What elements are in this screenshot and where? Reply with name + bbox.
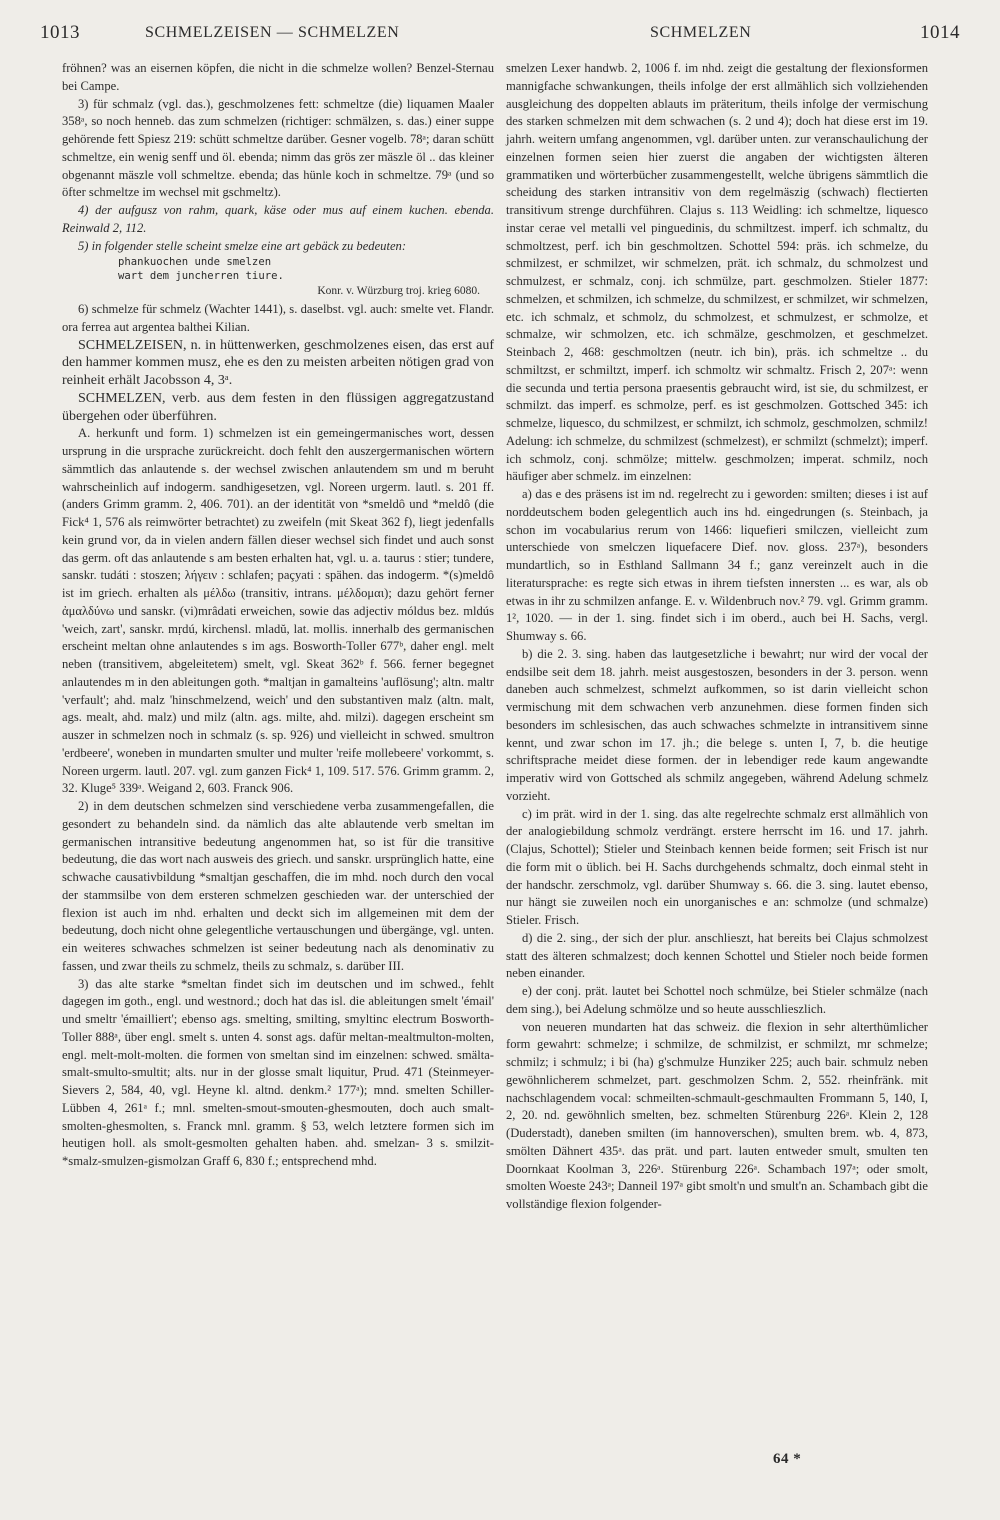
paragraph: fröhnen? was an eisernen köpfen, die nicht in die schmelze wollen? Benzel-Sternau bei Campe.	[62, 61, 494, 93]
right-column	[506, 60, 928, 1214]
running-title-right: SCHMELZEN	[650, 24, 752, 41]
paragraph: a) das e des präsens ist im nd. regelrecht zu i geworden: smilten; dieses i ist auf norddeutschem boden gelegentlich auch ins hd. eingedrungen (s. Steinbach, ja schon im vocabularius rerum von 1466: liquefieri smilczen, vielleicht zum unterschiede von smelczen liquefacere Dief. nov. gloss. 237ᵃ), besonders mundartlich, so in Esthland Sallmann 34 f.; ganz vereinzelt auch in die literatursprache: es regte sich etwas in ihrem tiefsten innersten ... es war, als ob etwas in ihr zu schmilzen anfange. E. v. Wildenbruch nov.² 79. vgl. Grimm gramm. 1², 1020. — in der 1. sing. findet sich i im oberd., auch bei H. Sachs, vergl. Shumway s. 66.	[506, 487, 928, 643]
paragraph: 3) für schmalz (vgl. das.), geschmolzenes fett: schmeltze (die) liquamen Maaler 358ᵃ, so noch henneb. das zum schmelzen (richtiger: schmälzen, s. das.) einer suppe gehörende fett Spiesz 219: schütt schmeltze darüber. Gesner vogelb. 78ᵃ; daran schütt schmeltze, ein wenig senff und öl. ebenda; nimm das grös zer mäszle öl .. das kleiner obgenannt mäszle voll schmeltze. ebenda; das hünle koch in schmeltze. 79ᵃ (und so öfter schmeltze im wechsel mit gschmeltz).	[62, 96, 494, 200]
left-column	[62, 60, 494, 1171]
paragraph: 5) in folgender stelle scheint smelze eine art gebäck zu bedeuten:	[78, 238, 407, 253]
quote-line: phankuochen unde smelzen	[118, 256, 272, 269]
paragraph: d) die 2. sing., der sich der plur. anschlieszt, hat bereits bei Clajus schmolzest statt des älteren schmalzest; doch kennen Schottel und Stieler noch beide formen neben einander.	[506, 930, 928, 981]
paragraph: b) die 2. 3. sing. haben das lautgesetzliche i bewahrt; nur wird der vocal der endsilbe seit dem 18. jahrh. meist ausgestoszen, besonders in der 3. person. wenn daneben auch schmelzest, schmelzt aufkommen, so ist darin vielleicht schon vermischung mit dem schwachen verb anzunehmen. diese formen finden sich besonders im schlesischen, das auch schwaches schmelzte in intransitivem sinne kennt, und zwar schon im 17. jh.; die belege s. unten I, 7, b. die heutige schriftsprache meidet diese formen. der in lebendiger rede kaum angewandte imperativ wird von Gottsched als schmilz angegeben, während Adelung schmelz vorzieht.	[506, 646, 928, 803]
page-header	[40, 22, 960, 52]
signature-mark: 64 *	[773, 1451, 802, 1467]
page-number-left: 1013	[40, 22, 80, 43]
paragraph: 6) schmelze für schmelz (Wachter 1441), s. daselbst. vgl. auch: smelte vet. Flandr. ora ferrea aut argentea balthei Kilian.	[62, 302, 494, 334]
paragraph: von neueren mundarten hat das schweiz. die flexion in sehr alterthümlicher form gewahrt: schmelze; i schmilze, de schmilzist, er schmilzt, mr schmelze; schmilz; i schmulz; i bi (ha) g'schmulze Hunziker 225; auch bair. schmulz neben gewöhnlicherem schmelzet, part. geschmolzen Schm. 2, 552. rheinfränk. mit nachschlagendem vocal: schmeilten-schmault-geschmaulten Frommann 5, 140, I, 2, 20. nd. gewöhnlich smelten, bez. schmelten Stürenburg 226ᵃ. Klein 2, 128 (Duderstadt), daneben smilten (im hannoverschen), smulten brem. wb. 4, 873, smölten Dähnert 435ᵃ. das prät. und part. lauten entweder smult, smulten ten Doornkaat Koolman 3, 226ᵃ. Stürenburg 226ᵃ. Schambach 197ᵃ; oder smolt, smolten Woeste 243ᵃ; Danneil 197ᵃ gibt smolt'n und smult'n an. Schambach gibt die vollständige flexion folgender-	[506, 1019, 928, 1211]
paragraph: 4) der aufgusz von rahm, quark, käse oder mus auf einem kuchen. ebenda. Reinwald 2, 112.	[62, 203, 494, 235]
paragraph: e) der conj. prät. lautet bei Schottel noch schmülze, bei Stieler schmälze (nach dem sing.), bei Adelung schmölze und so heute ausschlieszlich.	[506, 984, 928, 1016]
entry-schmelzeisen: SCHMELZEISEN, n. in hüttenwerken, geschmolzenes eisen, das erst auf den hammer kommen musz, ehe es den zu meisten arbeiten nötigen grad von reinheit erhält Jacobsson 4, 3ᵃ.	[62, 337, 494, 388]
running-title-left: SCHMELZEISEN — SCHMELZEN	[145, 24, 400, 41]
paragraph: smelzen Lexer handwb. 2, 1006 f. im nhd. zeigt die gestaltung der flexionsformen mannigfache schwankungen, theils infolge der erst allmählich sich vollziehenden ausgleichung des doppelten ablauts im präteritum, theils infolge der vermischung des starken schmelzen mit dem schwachen (s. 2 und 4); doch hat diese erst im 19. jahrh. weitern umfang angenommen, vgl. darüber unten. zur veranschaulichung der einzelnen formen seien hier zuerst die angaben der wichtigsten älteren grammatiken und wörterbücher zusammengestellt, welche übrigens sämmtlich die scheidung des starken intransitiv von dem regelmäszig (schwach) flectierten transitivum strenge durchführen. Clajus s. 113 Weidling: ich schmeltze, liquesco instar cerae vel metalli vel pinguedinis, du schmiltzest. imperf. ich schmaltz, du schmoltzest, perf. ich bin geschmoltzen. Schottel 594: präs. ich schmelze, du schmilzest, er schmilzet, wir schmelzen, prät. ich schmalz, du schmolzest und schmulzest, er schmalz, conj. ich schmülze, part. geschmolzen. Stieler 1877: schmelzen, et schmilzen, ich schmelze, du schmilzest, er schmilzet, wir schmelzen, etc. ich schmalz, et schmolz, du schmolzest, et schmulzest, er schmolze, et schmalze, wir schmolzen, etc. ich schmälze, geschmolzen, et geschmelzet. Steinbach 2, 468: geschmoltzen (neutr. ich bin), präs. ich schmeltze .. du schmiltzst, er schmiltzt, imperf. ich schmoltz wir schmaltz. Frisch 2, 207ᵃ: wenn die secunda und tertia persona praesentis gebraucht wird, ist sie, du schmilzest, er schmilzt. das imperf. es schmolze, perf. es ist geschmolzen. Gottsched 345: ich schmelze, liquesco, du schmilzest, er schmilzt, ich schmolz, geschmolzen, schmilz! Adelung: ich schmelze, du schmilzest (schmelzest), er schmilzt (schmelzt); imperf. ich schmolz, conj. schmölze; mittelw. geschmolzen; imperat. schmilz, noch häufiger aber schmelz. im einzelnen:	[506, 61, 928, 484]
paragraph: A. herkunft und form. 1) schmelzen ist ein gemeingermanisches wort, dessen ursprung in die ursprache zurückreicht. doch fehlt den auszergermanischen wörtern sämmtlich das anlautende s. der wechsel zwischen anlautendem sm und m beruht wahrscheinlich auf indogerm. sandhigesetzen, vgl. Noreen urgerm. lautl. s. 201 ff. (anders Grimm gramm. 2, 406. 701). an der identität von *smeldô und *meldô (die Fick⁴ 1, 576 als reimwörter betrachtet) zu zweifeln (mit Skeat 362 f), liegt jedenfalls kein grund vor, da in vielen andern fällen dieser wechsel sich findet und auch sonst das germ. oft das anlautende s am besten erhalten hat, vgl. u. a. taurus : stier; tundere, sanskr. tudáti : stoszen; λήγειν : schlafen; paçyati : spähen. das indogerm. *(s)meldô ist im griech. erhalten als μέλδω (transitiv, intrans. μέλδομαι); dazu gehört ferner ἀμαλδύνω und sanskr. (vi)mrâdati erweichen, sowie das adjectiv móldus bez. mldús 'weich, zart', sanskr. mṛdú, kirchensl. mladŭ, lat. mollis. innerhalb des germanischen erscheint meltan ohne anlautendes s im ags. Bosworth-Toller 677ᵇ, daher engl. melt neben (transitivem, abgeleitetem) smelt, vgl. Skeat 362ᵇ f. 566. ferner begegnet anlautendes m in den ableitungen goth. *maltjan in gamalteins 'auflösung'; altn. maltr 'verfault'; ahd. malz 'hinschmelzend, weich' und den substantiven malz (altn. malt, ags. mealt, ahd. malz) und milz (altn. ags. milte, ahd. milzi). dagegen erscheint sm auszer in schmelzen noch in schmalz (s. sp. 926) und vielleicht in schwed. smultron 'erdbeere', woneben in mundarten smulter und multer 'reife mollebeere' vorkommt, s. Noreen urgerm. lautl. 207. vgl. zum ganzen Fick⁴ 1, 109. 517. 576. Grimm gramm. 2, 32. Kluge⁵ 339ᵃ. Weigand 2, 603. Franck 906.	[62, 426, 494, 796]
entry-schmelzen: SCHMELZEN, verb. aus dem festen in den flüssigen aggregatzustand übergehen oder überführen.	[62, 390, 494, 424]
paragraph: 3) das alte starke *smeltan findet sich im deutschen und im schwed., fehlt dagegen im goth., engl. und westnord.; doch hat das isl. die ableitungen smelt 'émail' und smeltr 'émailliert'; ebenso ags. smelting, smilting, smyltinc electrum Bosworth-Toller 888ᵃ, über engl. smelt s. unten 4. sonst ags. dafür meltan-mealtmulton-molten, engl. melt-molt-molten. die formen von smeltan sind im einzelnen: schwed. smälta-smalt-smulto-smultit; alts. nur in der glosse smalt liquitur, Prud. 471 (Steinmeyer-Sievers 2, 584, 40, vgl. Heyne kl. altnd. denkm.² 177ᵃ); mnd. smelten Schiller-Lübben 4, 261ᵃ f.; mnl. smelten-smout-smouten-ghesmouten, doch auch smalt-smolten-ghesmolten, s. Franck mnl. gramm. § 53, welch letztere formen sich im heutigen holl. als smolt-gesmolten gehalten haben. ahd. smelzan- 3 s. smilzit- *smalz-smulzen-gismolzan Graff 6, 830 f.; entsprechend mhd.	[62, 976, 494, 1168]
paragraph: c) im prät. wird in der 1. sing. das alte regelrechte schmalz erst allmählich von der analogiebildung schmolz verdrängt. erstere herrscht im 16. und 17. jahrh. (Clajus, Schottel); Stieler und Steinbach kennen beide formen; seit Frisch ist nur die form mit o üblich. bei H. Sachs durchgehends schmaltz, doch einmal steht in der handschr. zerschmolz, vgl. darüber Shumway s. 66. die 3. sing. lautet ebenso, nur hängt sie zuweilen noch ein unorganisches e an: schmolze (und schmalze) Stieler. Frisch.	[506, 806, 928, 927]
page-number-right: 1014	[920, 22, 960, 43]
quote-line: wart dem juncherren tiure.	[118, 270, 284, 283]
quote-source: Konr. v. Würzburg troj. krieg 6080.	[317, 285, 480, 298]
paragraph: 2) in dem deutschen schmelzen sind verschiedene verba zusammengefallen, die gesondert zu behandeln sind. da nämlich das alte ablautende verb smeltan im germanischen intransitive bedeutung angenommen hat, so ist für die transitive bedeutung, die das wort nach ausweis des griech. und sanskr. ursprünglich hatte, eine schwache causativbildung *smaltjan geschaffen, die im mhd. noch durch den vocal der stammsilbe von dem ersteren schmelzen geschieden war. der unterschied der flexion ist auch im nhd. erhalten und deckt sich im allgemeinen mit dem der bedeutung, doch nicht ohne gelegentliche vertauschungen und übergänge, vgl. unten. ein weiteres schwaches schmelzen ist seiner bedeutung nach als denominativ zu fassen, und zwar theils zu schmelz, theils zu schmalz, s. darüber III.	[62, 799, 494, 973]
